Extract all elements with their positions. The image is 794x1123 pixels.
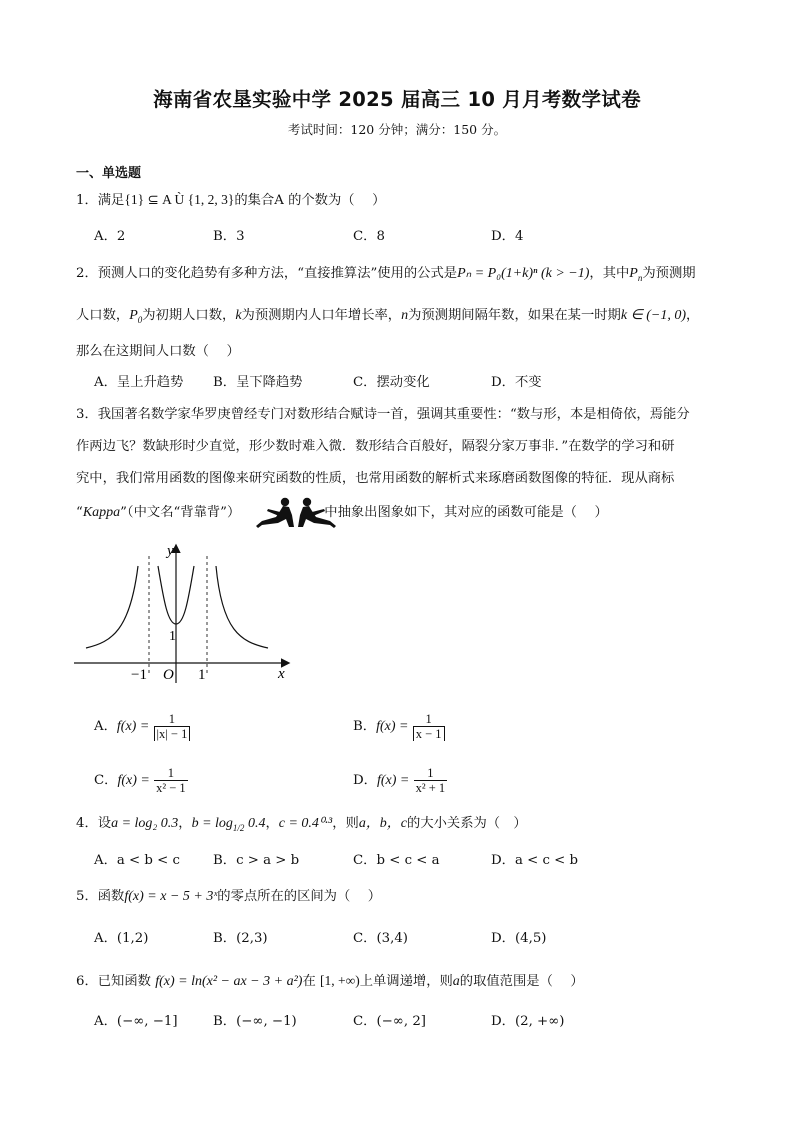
q2-formula: Pₙ = P₀(1+k)ⁿ (k > −1) — [457, 266, 590, 281]
q3-choice-a: A．f(x) = $\frac{1}{|x| - 1}$ — [94, 712, 190, 741]
origin-label: O — [163, 667, 174, 683]
exam-subtitle: 考试时间：120 分钟；满分：150 分。 — [287, 122, 507, 137]
tick-label-pos1: 1 — [198, 667, 206, 683]
question-2-line-1: 2．预测人口的变化趋势有多种方法，“直接推算法”使用的公式是Pₙ = P₀(1+k)ⁿ (k > −1)，其中$P_n$为预测期 — [76, 266, 696, 283]
q2-choice-b: B．呈下降趋势 — [213, 375, 303, 390]
q5-choice-d: D．(4,5) — [491, 931, 547, 946]
q4-choice-b: B．c > a > b — [213, 853, 300, 868]
q5-choice-b: B．(2,3) — [213, 931, 268, 946]
section-heading: 一、单选题 — [76, 166, 142, 181]
x-label: x — [278, 666, 285, 682]
y-label: y — [167, 543, 174, 559]
q4-choice-c: C．b < c < a — [353, 853, 440, 868]
q5-choice-c: C．(3,4) — [353, 931, 408, 946]
question-2-line-3: 那么在这期间人口数（ ） — [76, 344, 240, 359]
y-intercept-label: 1 — [169, 629, 176, 644]
q2-choice-a: A．呈上升趋势 — [94, 375, 184, 390]
question-3-line-1: 3．我国著名数学家华罗庚曾经专门对数形结合赋诗一首，强调其重要性：“数与形，本是相倚依，焉能分 — [76, 407, 690, 422]
q1-choice-b: B．3 — [213, 229, 245, 244]
q1-choice-c: C．8 — [353, 229, 385, 244]
exam-title: 海南省农垦实验中学 2025 届高三 10 月月考数学试卷 — [153, 88, 641, 111]
question-3-line-4: “Kappa”（中文名“背靠背”） 中抽象出图象如下，其对应的函数可能是（ ） — [76, 505, 608, 520]
curve-right — [216, 566, 268, 648]
q1-math: {1} ⊆ A Ù {1, 2, 3} — [124, 192, 235, 207]
question-1: 1．满足{1} ⊆ A Ù {1, 2, 3}的集合A 的个数为（ ） — [76, 192, 386, 208]
q6-choice-d: D．(2, +∞) — [491, 1014, 565, 1029]
q3-choice-c: C．f(x) = $\frac{1}{\text{x² − 1}}$ — [94, 766, 186, 795]
tick-label-neg1: −1 — [131, 667, 147, 683]
q4-choice-d: D．a < c < b — [491, 853, 579, 868]
q4-choice-a: A．a < b < c — [94, 853, 180, 868]
q1-choice-d: D．4 — [491, 229, 524, 244]
curve-left — [86, 566, 138, 648]
q1-choice-a: A．2 — [94, 229, 126, 244]
function-graph — [72, 540, 294, 685]
q2-choice-c: C．摆动变化 — [353, 375, 430, 390]
question-6: 6．已知函数 f(x) = ln(x² − ax − 3 + a²)在 [1, +∞)上单调递增，则a的取值范围是（ ） — [76, 973, 584, 989]
question-3-line-3: 究中，我们常用函数的图像来研究函数的性质，也常用函数的解析式来琢磨函数图像的特征．现从商标 — [76, 471, 675, 486]
q6-choice-a: A．(−∞, −1] — [94, 1014, 178, 1029]
kappa-logo-icon — [256, 497, 336, 529]
q6-choice-c: C．(−∞, 2] — [353, 1014, 426, 1029]
question-2-line-2: 人口数，$P_0$为初期人口数，k为预测期内人口年增长率，n为预测期间隔年数，如果在某一时期k ∈ (−1, 0)， — [76, 308, 700, 325]
question-3-line-2: 作两边飞？数缺形时少直觉，形少数时难入微．数形结合百般好，隔裂分家万事非．”在数学的学习和研 — [76, 439, 675, 454]
q2-choice-d: D．不变 — [491, 375, 542, 390]
q6-choice-b: B．(−∞, −1) — [213, 1014, 297, 1029]
q3-choice-d: D．f(x) = $\frac{1}{\text{x² + 1}}$ — [353, 766, 446, 795]
q5-choice-a: A．(1,2) — [94, 931, 149, 946]
q3-choice-b: B．f(x) = $\frac{1}{x - 1}$ — [353, 712, 445, 741]
question-5: 5．函数f(x) = x − 5 + 3ˣ的零点所在的区间为（ ） — [76, 889, 382, 904]
question-4: 4．设a = log₂ 0.3，$b = \log_{1/2} 0.4$，c = 0.4⁰·³，则a，b，c的大小关系为（ ） — [76, 816, 527, 833]
